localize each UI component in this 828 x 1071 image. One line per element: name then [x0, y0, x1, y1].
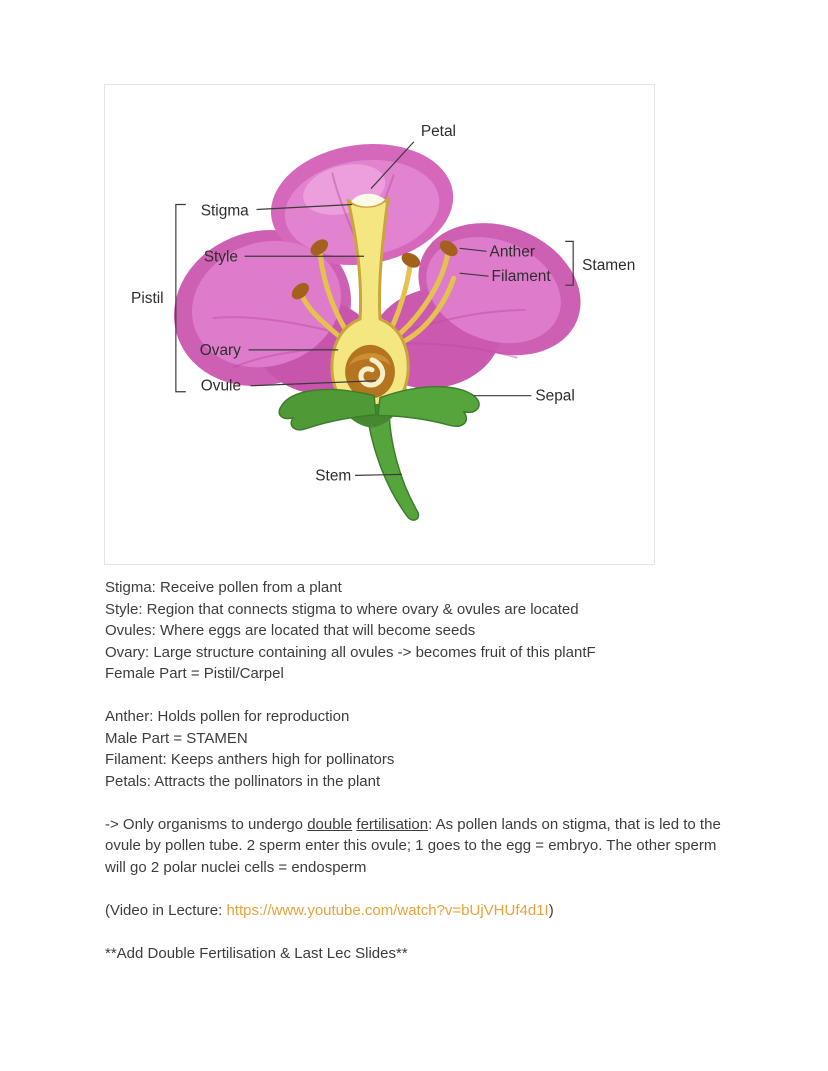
note-line: Female Part = Pistil/Carpel	[105, 665, 284, 682]
stamen-notes	[105, 706, 729, 792]
label-stem: Stem	[315, 467, 352, 485]
note-text: -> Only organisms to undergo	[105, 815, 308, 833]
underlined-word: double	[307, 815, 353, 833]
note-text: (Video in Lecture:	[105, 901, 227, 919]
label-pistil: Pistil	[131, 290, 164, 308]
note-line: Filament: Keeps anthers high for pollinators	[105, 751, 395, 768]
label-ovary: Ovary	[199, 341, 241, 359]
label-stigma: Stigma	[200, 202, 249, 220]
note-line: Petals: Attracts the pollinators in the plant	[105, 772, 381, 790]
note-line: Anther: Holds pollen for reproduction	[105, 708, 350, 725]
note-line: Ovary: Large structure containing all ovules -> becomes fruit of this plantF	[105, 643, 596, 661]
label-style: Style	[203, 248, 239, 266]
label-petal: Petal	[420, 122, 456, 140]
flower-svg	[105, 85, 654, 564]
note-text: **Add Double Fertilisation & Last Lec Slides**	[105, 944, 408, 962]
note-line: Ovules: Where eggs are located that will become seeds	[105, 622, 476, 639]
label-anther: Anther	[489, 243, 535, 261]
sepals-stem	[279, 387, 479, 520]
note-text: )	[548, 901, 554, 919]
youtube-link[interactable]: https://www.youtube.com/watch?v=bUjVHUf4d1I	[226, 901, 549, 919]
note-line: Male Part = STAMEN	[105, 729, 248, 747]
label-sepal: Sepal	[535, 387, 575, 405]
todo-note	[105, 943, 729, 965]
note-line: Style: Region that connects stigma to where ovary & ovules are located	[105, 600, 579, 618]
label-stamen: Stamen	[582, 257, 636, 275]
fertilisation-note	[105, 814, 729, 879]
sepal-right	[378, 387, 479, 427]
pistil-notes	[105, 577, 729, 685]
note-line: Stigma: Receive pollen from a plant	[105, 579, 342, 596]
flower-diagram	[104, 84, 655, 565]
notes-text	[105, 577, 729, 964]
video-note	[105, 900, 729, 922]
note-text: : As pollen lands on stigma, that is led to the ovule by pollen tube. 2 sperm enter this ovule; 1 goes to the egg = embryo. The other sperm will go 2 polar nuclei cells = endosperm	[105, 815, 721, 876]
underlined-word: fertilisation	[356, 815, 429, 833]
label-ovule: Ovule	[200, 377, 242, 395]
label-filament: Filament	[491, 268, 551, 286]
